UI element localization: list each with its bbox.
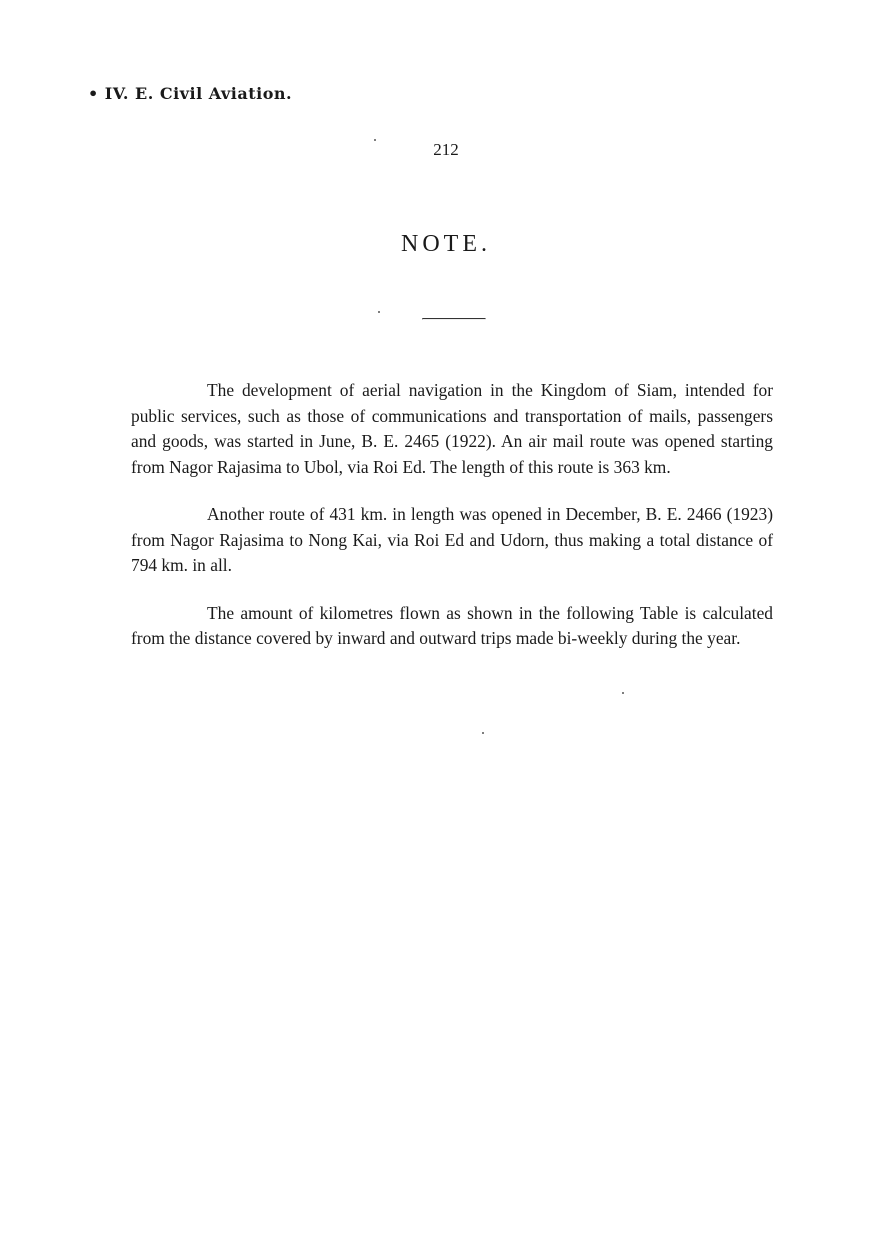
title-divider xyxy=(422,318,486,320)
paragraph-first-route: The development of aerial navigation in the Kingdom of Siam, intended for public services, such as those of communications and transportation of mails, passengers and goods, was started in June, B. E. 2465 (1922). An air mail route was opened starting from Nagor Rajasima to Ubol, via Roi Ed. The length of this route is 363 km. xyxy=(131,380,773,477)
scan-speck xyxy=(374,139,376,141)
scan-speck xyxy=(482,732,484,734)
note-title: NOTE. xyxy=(401,231,491,257)
section-heading: • IV. E. Civil Aviation. xyxy=(88,84,293,103)
scan-speck xyxy=(622,692,624,694)
paragraph-kilometres-flown: The amount of kilometres flown as shown in the following Table is calculated from the distance covered by inward and outward trips made bi-weekly during the year. xyxy=(131,602,773,648)
scan-speck xyxy=(378,311,380,313)
note-body xyxy=(131,378,773,674)
page-number: 212 xyxy=(433,140,459,159)
paragraph-second-route: Another route of 431 km. in length was opened in December, B. E. 2466 (1923) from Nagor Rajasima to Nong Kai, via Roi Ed and Udorn, thus making a total distance of 794 km. in all. xyxy=(131,504,773,575)
